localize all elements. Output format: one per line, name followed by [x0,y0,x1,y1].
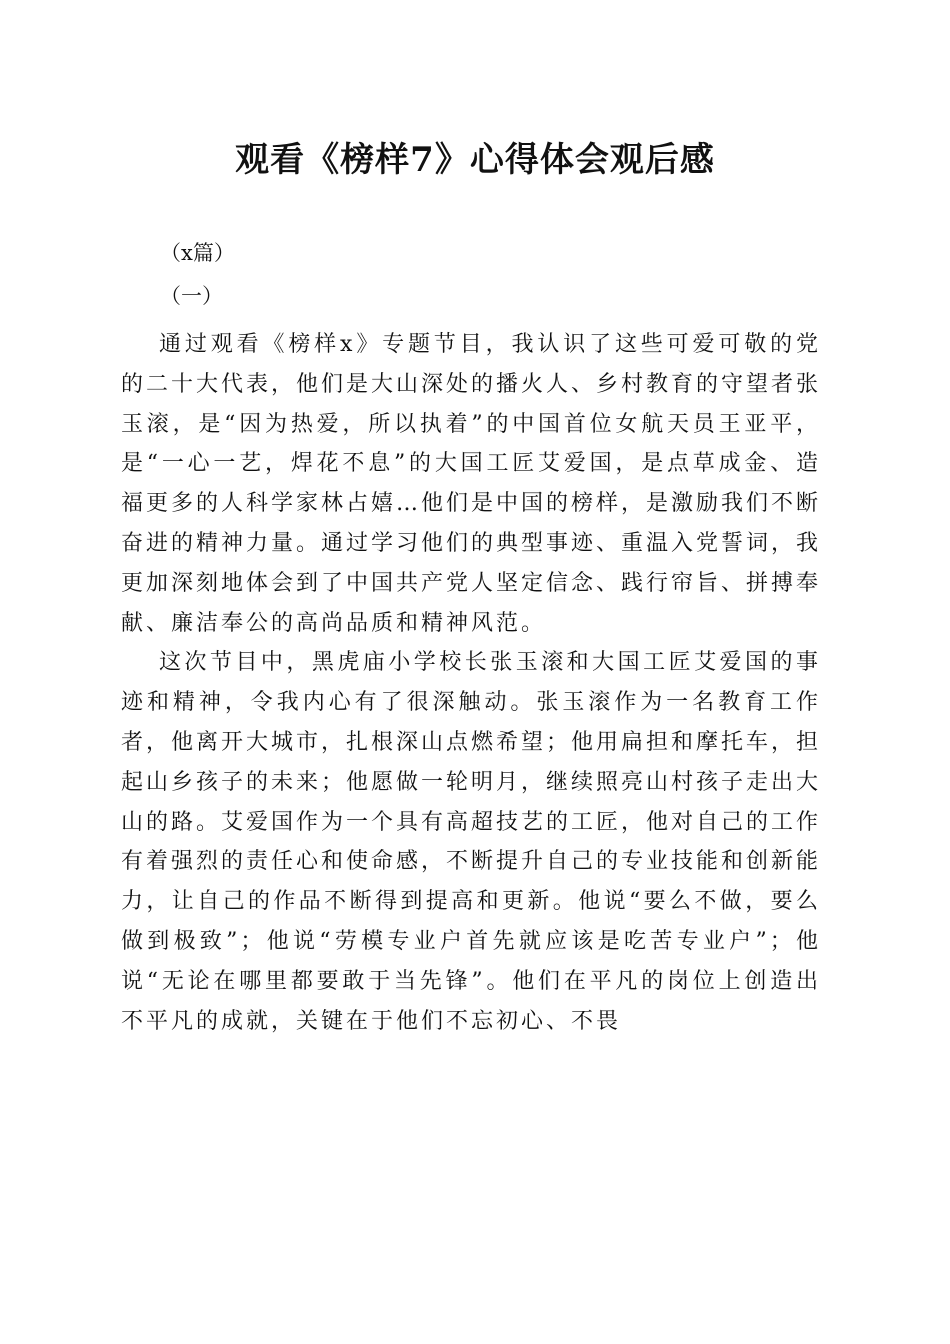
paragraph: 通过观看《榜样x》专题节目，我认识了这些可爱可敬的党的二十大代表，他们是大山深处的播火人、乡村教育的守望者张玉滚，是“因为热爱，所以执着”的中国首位女航天员王亚平，是“一心一艺，焊花不息”的大国工匠艾爱国，是点草成金、造福更多的人科学家林占嬉…他们是中国的榜样，是激励我们不断奋进的精神力量。通过学习他们的典型事迹、重温入党誓词，我更加深刻地体会到了中国共产党人坚定信念、践行帘旨、拼搏奉献、廉洁奉公的高尚品质和精神风范。 [121,332,822,636]
document-title: 观看《榜样7》心得体会观后感 [235,140,715,180]
section-label: （x篇） [160,241,235,265]
paragraph: 这次节目中，黑虎庙小学校长张玉滚和大国工匠艾爱国的事迹和精神，令我内心有了很深触动。张玉滚作为一名教育工作者，他离开大城市，扎根深山点燃希望；他用扁担和摩托车，担起山乡孩子的未来；他愿做一轮明月，继续照亮山村孩子走出大山的路。艾爱国作为一个具有高超技艺的工匠，他对自己的工作有着强烈的责任心和使命感，不断提升自己的专业技能和创新能力，让自己的作品不断得到提高和更新。他说“要么不做，要么做到极致”；他说“劳模专业户首先就应该是吃苦专业户”；他说“无论在哪里都要敢于当先锋”。他们在平凡的岗位上创造出不平凡的成就，关键在于他们不忘初心、不畏 [121,650,822,1034]
part-label: （一） [160,284,223,308]
document-body [121,325,821,1041]
